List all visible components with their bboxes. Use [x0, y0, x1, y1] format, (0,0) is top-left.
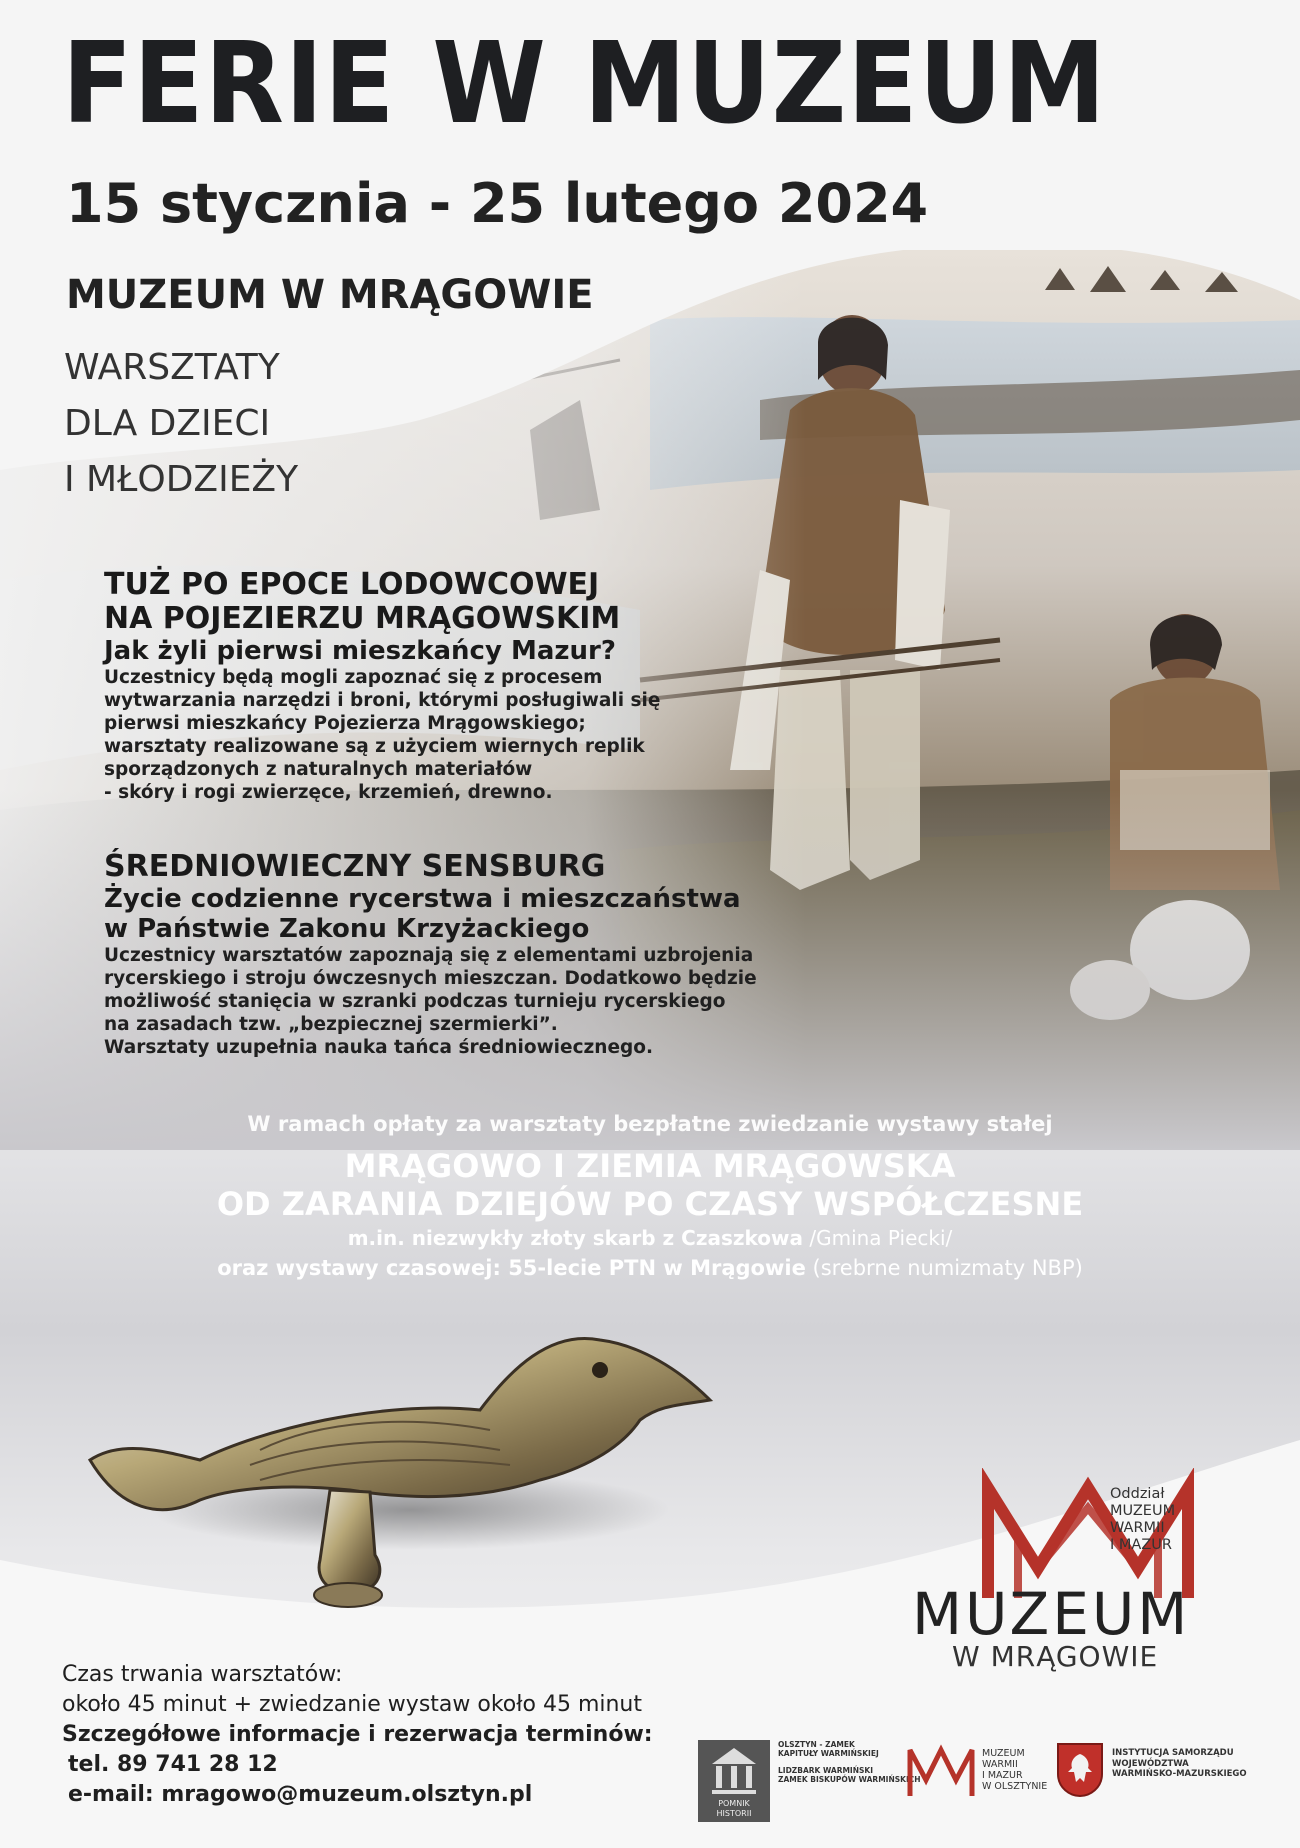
temporary-exhibition: [0, 1256, 1300, 1280]
footer-info: [62, 1660, 653, 1810]
free-visit-intro: W ramach opłaty za warsztaty bezpłatne zwiedzanie wystawy stałej: [247, 1112, 1053, 1136]
partner-text-line: ZAMEK BISKUPÓW WARMIŃSKICH: [778, 1775, 921, 1784]
exhibition-title-line: MRĄGOWO I ZIEMIA MRĄGOWSKA: [344, 1147, 956, 1185]
duration-label: Czas trwania warsztatów:: [62, 1662, 343, 1687]
logo-location: W MRĄGOWIE: [952, 1640, 1159, 1673]
workshops-tagline: [64, 340, 298, 508]
partner-text-line: W OLSZTYNIE: [982, 1781, 1048, 1792]
partner-text-line: WOJEWÓDZTWA: [1112, 1758, 1189, 1769]
pomnik-badge-line: HISTORII: [716, 1809, 752, 1818]
treasure-highlight-thin: /Gmina Piecki/: [803, 1226, 953, 1250]
workshop-description-line: Uczestnicy będą mogli zapoznać się z procesem: [104, 667, 603, 688]
workshop-subheading: Życie codzienne rycerstwa i mieszczaństwa: [104, 884, 741, 914]
event-dates: 15 stycznia - 25 lutego 2024: [66, 172, 929, 235]
logo-museum-word: MUZEUM: [912, 1580, 1191, 1648]
workshop-medieval: [104, 850, 757, 1059]
logo-branch-line: MUZEUM: [1110, 1503, 1176, 1519]
treasure-highlight: [0, 1226, 1300, 1250]
partner-text-line: INSTYTUCJA SAMORZĄDU: [1112, 1748, 1234, 1758]
workshop-description-line: możliwość stanięcia w szranki podczas turnieju rycerskiego: [104, 991, 726, 1012]
muzeum-warmii-mazur-text: [982, 1748, 1047, 1792]
logo-branch-line: Oddział: [1110, 1486, 1165, 1502]
partner-text-line: MUZEUM: [982, 1748, 1025, 1759]
exhibition-title-line: OD ZARANIA DZIEJÓW PO CZASY WSPÓŁCZESNE: [216, 1185, 1084, 1223]
partner-text-line: LIDZBARK WARMIŃSKI: [778, 1766, 874, 1775]
workshop-description-line: na zasadach tzw. „bezpiecznej szermierki”.: [104, 1014, 558, 1035]
email-address[interactable]: e-mail: mragowo@muzeum.olsztyn.pl: [68, 1782, 533, 1807]
phone-number[interactable]: tel. 89 741 28 12: [68, 1752, 278, 1777]
exhibition-title: [0, 1147, 1300, 1223]
workshop-description-line: sporządzonych z naturalnych materiałów: [104, 759, 533, 780]
logo-branch-text: [1110, 1486, 1175, 1554]
workshop-heading: NA POJEZIERZU MRĄGOWSKIM: [104, 601, 621, 636]
workshop-heading: ŚREDNIOWIECZNY SENSBURG: [104, 849, 606, 884]
partner-text-line: KAPITUŁY WARMIŃSKIEJ: [778, 1749, 879, 1758]
pomnik-historii-icon: [698, 1740, 770, 1822]
bird-fibula-artifact: [80, 1310, 730, 1610]
pomnik-historii-text: [778, 1740, 921, 1784]
workshop-subheading: w Państwie Zakonu Krzyżackiego: [104, 914, 590, 944]
workshop-heading: TUŻ PO EPOCE LODOWCOWEJ: [104, 567, 600, 602]
treasure-highlight-bold: m.in. niezwykły złoty skarb z Czaszkowa: [347, 1226, 803, 1250]
workshop-description-line: wytwarzania narzędzi i broni, którymi posługiwali się: [104, 690, 661, 711]
tagline-line: I MŁODZIEŻY: [64, 459, 299, 500]
poster-title: FERIE W MUZEUM: [62, 19, 1107, 149]
pomnik-badge-line: POMNIK: [718, 1799, 750, 1808]
duration-value: około 45 minut + zwiedzanie wystaw około 45 minut: [62, 1692, 643, 1717]
voivodeship-crest-icon: [1056, 1742, 1104, 1798]
workshop-description-line: pierwsi mieszkańcy Pojezierza Mrągowskiego;: [104, 713, 586, 734]
workshop-description-line: Warsztaty uzupełnia nauka tańca średniowiecznego.: [104, 1037, 654, 1058]
logo-branch-line: I MAZUR: [1110, 1537, 1172, 1553]
tagline-line: WARSZTATY: [64, 347, 280, 388]
partner-text-spacer: [778, 1758, 921, 1766]
muzeum-warmii-mazur-icon: [906, 1744, 976, 1799]
workshop-description-line: - skóry i rogi zwierzęce, krzemień, drewno.: [104, 782, 553, 803]
workshop-description-line: rycerskiego i stroju ówczesnych mieszczan. Dodatkowo będzie: [104, 968, 757, 989]
partner-text-line: WARMIŃSKO-MAZURSKIEGO: [1112, 1769, 1247, 1779]
info-label: Szczegółowe informacje i rezerwacja terminów:: [62, 1722, 653, 1747]
workshop-description-line: Uczestnicy warsztatów zapoznają się z elementami uzbrojenia: [104, 945, 754, 966]
partner-text-line: OLSZTYN - ZAMEK: [778, 1740, 855, 1749]
workshop-description-line: warsztaty realizowane są z użyciem wiernych replik: [104, 736, 645, 757]
temporary-exhibition-bold: oraz wystawy czasowej: 55-lecie PTN w Mrągowie: [217, 1256, 806, 1280]
voivodeship-text: [1112, 1748, 1247, 1780]
venue-name: MUZEUM W MRĄGOWIE: [66, 272, 594, 318]
tagline-line: DLA DZIECI: [64, 403, 271, 444]
temporary-exhibition-thin: (srebrne numizmaty NBP): [805, 1256, 1083, 1280]
partner-text-line: WARMII: [982, 1759, 1018, 1770]
workshop-ice-age: [104, 568, 660, 804]
logo-branch-line: WARMII: [1110, 1520, 1165, 1536]
partner-text-line: I MAZUR: [982, 1770, 1023, 1781]
workshop-subheading: Jak żyli pierwsi mieszkańcy Mazur?: [104, 636, 616, 666]
